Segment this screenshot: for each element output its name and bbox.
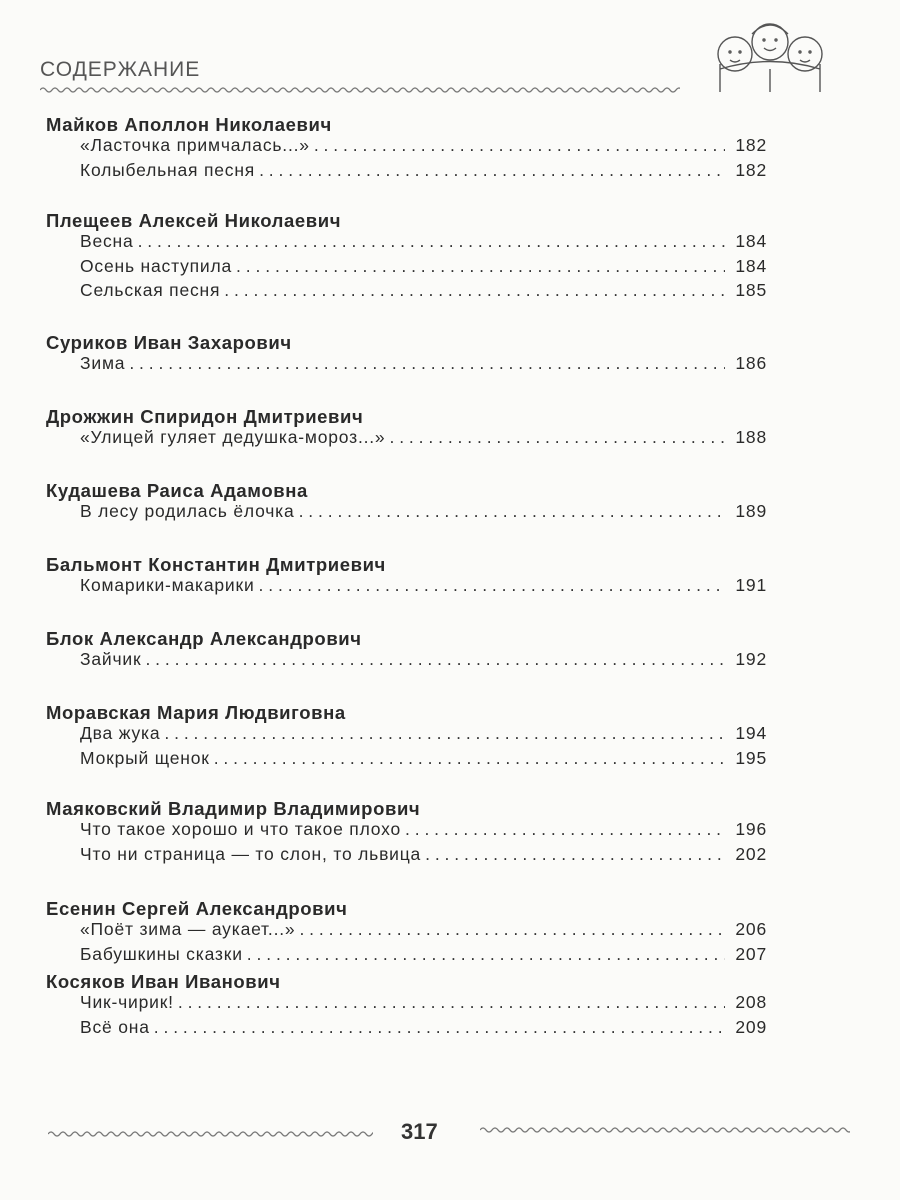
- dot-leader: [247, 944, 726, 965]
- entry-title: Зима: [80, 353, 126, 373]
- author-name: Есенин Сергей Александрович: [46, 898, 348, 919]
- entry-page: 202: [735, 843, 767, 864]
- entry-page: 188: [735, 427, 767, 447]
- author-name: Маяковский Владимир Владимирович: [46, 798, 421, 819]
- entry-page: 206: [735, 919, 767, 939]
- dot-leader: [259, 575, 726, 596]
- entry-title: Весна: [80, 231, 134, 251]
- entry-page: 209: [735, 1016, 767, 1037]
- toc-entry: [80, 648, 767, 670]
- dot-leader: [405, 819, 725, 840]
- toc-entry: [80, 134, 767, 156]
- page-number: 317: [401, 1119, 438, 1144]
- dot-leader: [299, 919, 725, 940]
- dot-leader: [299, 501, 726, 522]
- entry-title: Осень наступила: [80, 255, 233, 276]
- entry-title: Сельская песня: [80, 280, 221, 300]
- entry-page: 185: [735, 280, 767, 300]
- dot-leader: [145, 649, 725, 670]
- entry-page: 195: [735, 747, 767, 768]
- entry-page: 184: [735, 231, 767, 251]
- children-reading-illustration-icon: [700, 14, 840, 92]
- toc-entry: [80, 574, 767, 596]
- footer-wave-left: [48, 1128, 373, 1140]
- section-heading: СОДЕРЖАНИЕ: [40, 58, 201, 81]
- dot-leader: [138, 231, 726, 252]
- toc-entry: [80, 722, 767, 744]
- entry-page: 182: [735, 159, 767, 180]
- entry-title: Мокрый щенок: [80, 747, 210, 768]
- entry-title: В лесу родилась ёлочка: [80, 501, 295, 521]
- entry-title: Комарики-макарики: [80, 575, 255, 595]
- toc-entry: [80, 352, 767, 374]
- entry-title: Колыбельная песня: [80, 159, 256, 180]
- toc-entry: [80, 747, 767, 769]
- author-name: Плещеев Алексей Николаевич: [46, 210, 342, 231]
- dot-leader: [154, 1017, 726, 1038]
- toc-entry: [80, 255, 767, 277]
- entry-page: 182: [735, 135, 767, 155]
- entry-title: Бабушкины сказки: [80, 943, 243, 964]
- toc-entry: [80, 843, 767, 865]
- toc-entry: [80, 230, 767, 252]
- entry-title: Что такое хорошо и что такое плохо: [80, 819, 401, 839]
- entry-title: «Улицей гуляет дедушка-мороз...»: [80, 427, 386, 447]
- entry-title: «Поёт зима — аукает...»: [80, 919, 296, 939]
- author-name: Моравская Мария Людвиговна: [46, 702, 346, 723]
- toc-entry: [80, 159, 767, 181]
- author-name: Дрожжин Спиридон Дмитриевич: [46, 406, 364, 427]
- toc-entry: [80, 426, 767, 448]
- toc-entry: [80, 500, 767, 522]
- author-name: Блок Александр Александрович: [46, 628, 362, 649]
- toc-entry: [80, 943, 767, 965]
- entry-page: 191: [735, 575, 767, 595]
- author-name: Суриков Иван Захарович: [46, 332, 292, 353]
- entry-page: 184: [735, 255, 767, 276]
- entry-title: Всё она: [80, 1016, 150, 1037]
- toc-entry: [80, 279, 767, 301]
- entry-title: «Ласточка примчалась...»: [80, 135, 310, 155]
- dot-leader: [224, 280, 725, 301]
- dot-leader: [314, 135, 726, 156]
- entry-title: Два жука: [80, 723, 161, 743]
- author-name: Косяков Иван Иванович: [46, 971, 281, 992]
- author-name: Кудашева Раиса Адамовна: [46, 480, 308, 501]
- entry-title: Что ни страница — то слон, то львица: [80, 843, 422, 864]
- entry-page: 192: [735, 649, 767, 669]
- entry-page: 189: [735, 501, 767, 521]
- entry-page: 186: [735, 353, 767, 373]
- dot-leader: [425, 844, 725, 865]
- dot-leader: [129, 353, 725, 374]
- dot-leader: [259, 160, 725, 181]
- toc-entry: [80, 918, 767, 940]
- toc-entry: [80, 818, 767, 840]
- wavy-divider: [40, 84, 680, 96]
- dot-leader: [164, 723, 725, 744]
- entry-title: Зайчик: [80, 649, 142, 669]
- author-name: Бальмонт Константин Дмитриевич: [46, 554, 386, 575]
- dot-leader: [389, 427, 725, 448]
- entry-page: 194: [735, 723, 767, 743]
- dot-leader: [178, 992, 726, 1013]
- toc-entry: [80, 991, 767, 1013]
- toc-entry: [80, 1016, 767, 1038]
- entry-page: 207: [735, 943, 767, 964]
- author-name: Майков Аполлон Николаевич: [46, 114, 332, 135]
- entry-page: 196: [735, 819, 767, 839]
- entry-title: Чик-чирик!: [80, 992, 174, 1012]
- dot-leader: [214, 748, 726, 769]
- entry-page: 208: [735, 992, 767, 1012]
- dot-leader: [236, 256, 725, 277]
- footer-wave-right: [480, 1124, 850, 1136]
